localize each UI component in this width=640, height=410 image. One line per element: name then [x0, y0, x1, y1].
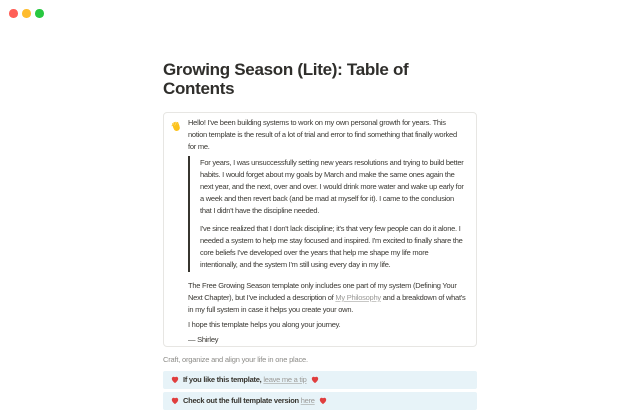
- quote-paragraph-2: I've since realized that I don't lack discipline; it's that very few people can do it alone. I needed a system to help me stay focused and inspired. I'm excited to finally share the core beliefs I've developed over the years that help me shape my life more intentionally, and the system I'm still using every day in my life.: [200, 224, 463, 269]
- author-signature: — Shirley: [188, 335, 219, 344]
- page-title[interactable]: Growing Season (Lite): Table of Contents: [163, 60, 409, 98]
- heart-icon: [311, 376, 319, 384]
- callout-outro-text: [188, 280, 466, 316]
- minimize-window-button[interactable]: [22, 9, 31, 18]
- outro-text-after: and a breakdown of what's in my full system in case it helps you create your own.: [188, 293, 466, 314]
- waving-hand-icon: [171, 117, 184, 342]
- quote-paragraph-1: For years, I was unsuccessfully setting new years resolutions and trying to build better habits. I would forget about my goals by March and make the same ones again the next year, and the next, over and over. I would drink more water and wake up early for a week and then revert back (and be mad at myself for it). I came to the conclusion that I didn't have the discipline needed.: [200, 158, 464, 215]
- window-controls: [9, 9, 44, 18]
- my-philosophy-link[interactable]: My Philosophy: [335, 293, 381, 302]
- full-version-banner-text: Check out the full template version: [183, 396, 299, 405]
- tip-banner-text: If you like this template,: [183, 375, 262, 384]
- full-version-banner[interactable]: [163, 392, 477, 410]
- quote-block: [188, 156, 466, 272]
- heart-icon: [171, 376, 179, 384]
- outro-text-before: The Free Growing Season template only includes one part of my system (Defining Your Next Chapter), but I've included a description of: [188, 281, 457, 302]
- intro-callout-block[interactable]: [163, 112, 477, 347]
- leave-tip-link[interactable]: leave me a tip: [263, 375, 307, 384]
- hope-line: I hope this template helps you along your journey.: [188, 320, 341, 329]
- tip-banner[interactable]: [163, 371, 477, 389]
- heart-icon: [171, 397, 179, 405]
- close-window-button[interactable]: [9, 9, 18, 18]
- callout-intro-text: Hello! I've been building systems to work on my own personal growth for years. This notion template is the result of a lot of trial and error to find something that finally worked for me.: [188, 118, 457, 151]
- heart-icon: [319, 397, 327, 405]
- full-version-link[interactable]: here: [300, 396, 315, 405]
- zoom-window-button[interactable]: [35, 9, 44, 18]
- page-tagline: Craft, organize and align your life in one place.: [163, 355, 308, 364]
